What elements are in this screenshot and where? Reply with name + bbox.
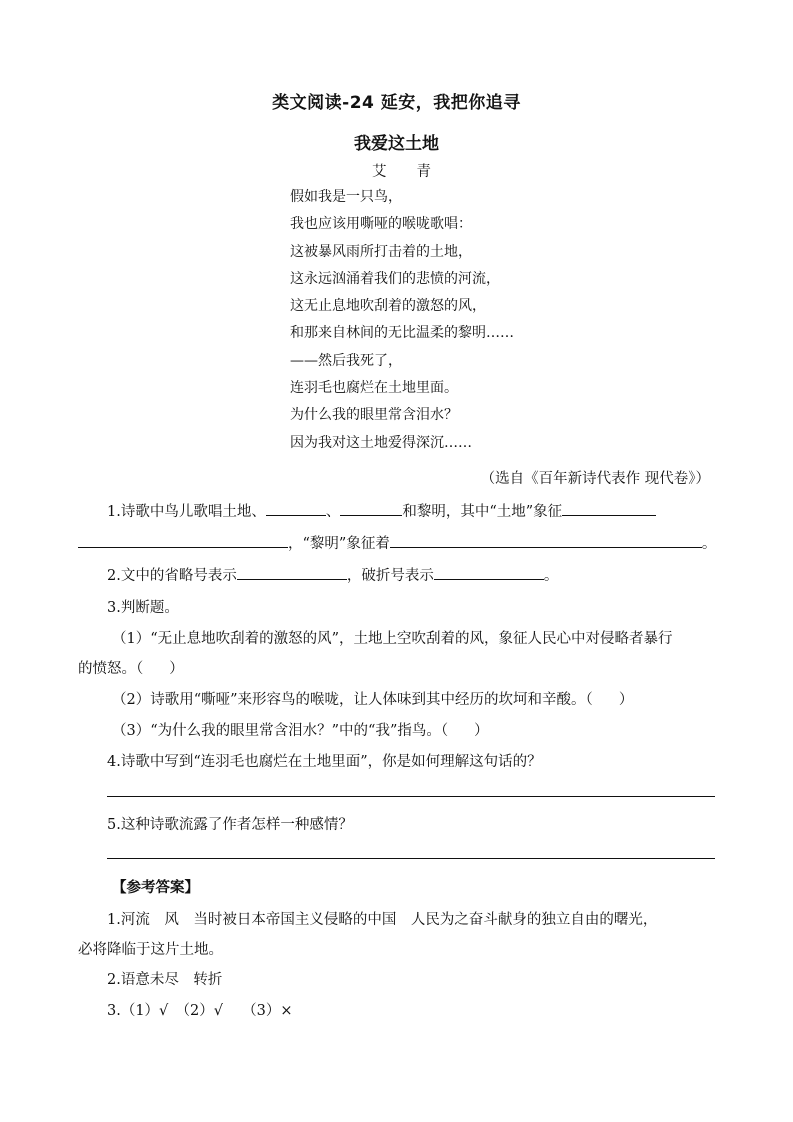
q2-text-a: 2.文中的省略号表示 (107, 568, 237, 584)
poem-line: 这被暴风雨所打击着的土地， (290, 243, 472, 260)
q3-s3-close: ） (474, 723, 489, 739)
answer-3: 3.（1）√ （2）√ （3）× (107, 1003, 293, 1019)
q2-text-b: ，破折号表示 (346, 568, 434, 584)
q3-statement-2 (112, 688, 633, 709)
poem-author (372, 160, 431, 181)
q1-text-b: 和黎明，其中“土地”象征 (402, 504, 563, 520)
document-title: 类文阅读-24 延安，我把你追寻 (272, 93, 521, 113)
q4-answer-line[interactable] (107, 796, 715, 797)
poem-line: 假如我是一只鸟， (290, 189, 402, 205)
q3-statement-1-line-2 (78, 657, 184, 678)
q1-blank-2[interactable] (340, 501, 402, 516)
q2-blank-2[interactable] (434, 565, 544, 580)
poem-source: （选自《百年新诗代表作 现代卷》） (480, 471, 710, 487)
q3-statement-1-line-1: （1）“无止息地吹刮着的激怒的风”，土地上空吹刮着的风，象征人民心中对侵略者暴行 (112, 631, 673, 647)
author-char-2: 青 (416, 164, 431, 180)
q1-end: 。 (701, 536, 717, 552)
poem-line: 和那来自林间的无比温柔的黎明…… (290, 325, 514, 342)
poem-line: ——然后我死了， (290, 352, 402, 369)
answer-1-line-1: 1.河流 风 当时被日本帝国主义侵略的中国 人民为之奋斗献身的独立自由的曙光， (107, 912, 658, 928)
q3-statement-3 (112, 719, 489, 740)
question-5: 5.这种诗歌流露了作者怎样一种感情？ (107, 817, 353, 833)
poem-line: 为什么我的眼里常含泪水？ (290, 407, 458, 424)
answer-2: 2.语意未尽 转折 (107, 972, 223, 988)
poem-line: 我也应该用嘶哑的喉咙歌唱： (290, 216, 472, 233)
q1-blank-1[interactable] (266, 501, 326, 516)
question-2 (107, 564, 558, 585)
q3-s3-text: （3）“为什么我的眼里常含泪水？”中的“我”指鸟。（ (112, 723, 449, 739)
answers-heading: 【参考答案】 (112, 879, 199, 896)
q5-answer-line[interactable] (107, 858, 715, 859)
q1-sep: 、 (325, 504, 341, 520)
q3-s1-close: ） (169, 661, 184, 677)
poem-line: 因为我对这土地爱得深沉…… (290, 434, 472, 451)
poem-title: 我爱这土地 (354, 134, 439, 154)
q3-s1-text: 的愤怒。（ (78, 661, 144, 677)
answer-1-line-2: 必将降临于这片土地。 (78, 942, 223, 958)
poem-line: 这无止息地吹刮着的激怒的风， (290, 298, 486, 315)
q3-s2-close: ） (618, 692, 634, 708)
question-1-line-1 (107, 500, 656, 521)
author-char-1: 艾 (372, 164, 387, 180)
poem-line: 连羽毛也腐烂在土地里面。 (290, 380, 458, 397)
q1-text-a: 1.诗歌中鸟儿歌唱土地、 (107, 504, 266, 520)
q3-s2-text: （2）诗歌用“嘶哑”来形容鸟的喉咙，让人体味到其中经历的坎坷和辛酸。（ (112, 692, 593, 708)
q1-blank-3[interactable] (562, 501, 656, 516)
poem-line: 这永远汹涌着我们的悲愤的河流， (290, 270, 500, 287)
q2-blank-1[interactable] (237, 565, 347, 580)
question-3-label: 3.判断题。 (107, 600, 179, 616)
question-4: 4.诗歌中写到“连羽毛也腐烂在土地里面”，你是如何理解这句话的？ (107, 754, 542, 770)
poem-body (290, 184, 514, 457)
question-1-line-2 (78, 532, 716, 553)
q1-text-c: ，“黎明”象征着 (288, 536, 390, 552)
q2-end: 。 (543, 568, 559, 584)
q1-blank-4[interactable] (78, 533, 288, 548)
q1-blank-5[interactable] (390, 533, 702, 548)
